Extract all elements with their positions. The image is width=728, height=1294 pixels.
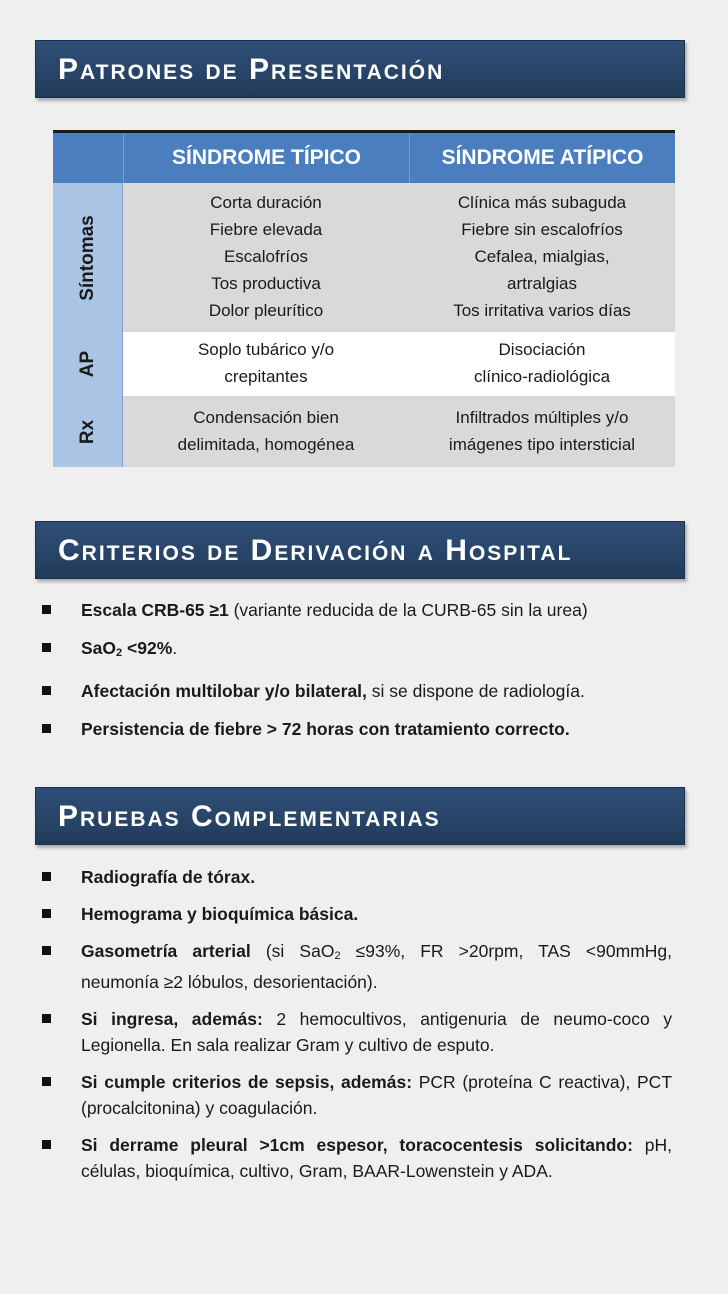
table-header-corner	[53, 133, 123, 183]
list-item: Radiografía de tórax.	[40, 864, 672, 890]
list-item: Escala CRB-65 ≥1 (variante reducida de la CURB-65 sin la urea)	[40, 597, 672, 623]
section-title-criterios: Criterios de Derivación a Hospital	[35, 521, 685, 579]
row-label-ap: AP	[53, 332, 123, 396]
pruebas-list	[40, 864, 672, 1195]
list-item: Afectación multilobar y/o bilateral, si se dispone de radiología.	[40, 678, 672, 704]
section-title-patrones: Patrones de Presentación	[35, 40, 685, 98]
cell-rx-atipico: Infiltrados múltiples y/o imágenes tipo intersticial	[409, 396, 675, 467]
cell-sintomas-atipico: Clínica más subaguda Fiebre sin escalofríos Cefalea, mialgias, artralgias Tos irritativa varios días	[409, 183, 675, 332]
list-item: Persistencia de fiebre > 72 horas con tratamiento correcto.	[40, 716, 672, 742]
square-bullet-icon	[42, 1077, 51, 1086]
list-item: Gasometría arterial (si SaO$_2$ ≤93%, FR >20rpm, TAS <90mmHg, neumonía ≥2 lóbulos, desorientación).	[40, 938, 672, 995]
cell-sintomas-tipico: Corta duración Fiebre elevada Escalofríos Tos productiva Dolor pleurítico	[123, 183, 409, 332]
patrones-table	[53, 130, 675, 467]
square-bullet-icon	[42, 872, 51, 881]
list-item: SaO$_2$ <92%.	[40, 635, 672, 666]
square-bullet-icon	[42, 946, 51, 955]
square-bullet-icon	[42, 724, 51, 733]
square-bullet-icon	[42, 643, 51, 652]
table-header-row	[53, 133, 675, 183]
square-bullet-icon	[42, 909, 51, 918]
list-item: Si cumple criterios de sepsis, además: PCR (proteína C reactiva), PCT (procalcitonina) y coagulación.	[40, 1069, 672, 1121]
row-label-sintomas: Síntomas	[53, 183, 123, 332]
criterios-list	[40, 597, 672, 754]
square-bullet-icon	[42, 605, 51, 614]
square-bullet-icon	[42, 1014, 51, 1023]
square-bullet-icon	[42, 1140, 51, 1149]
header-sindrome-tipico: SÍNDROME TÍPICO	[123, 133, 409, 183]
cell-ap-atipico: Disociación clínico-radiológica	[409, 332, 675, 396]
list-item: Hemograma y bioquímica básica.	[40, 901, 672, 927]
table-row-rx	[53, 396, 675, 467]
list-item: Si derrame pleural >1cm espesor, toracocentesis solicitando: pH, células, bioquímica, cultivo, Gram, BAAR-Lowenstein y ADA.	[40, 1132, 672, 1184]
cell-rx-tipico: Condensación bien delimitada, homogénea	[123, 396, 409, 467]
table-row-sintomas	[53, 183, 675, 332]
section-title-pruebas: Pruebas Complementarias	[35, 787, 685, 845]
list-item: Si ingresa, además: 2 hemocultivos, antigenuria de neumo-coco y Legionella. En sala realizar Gram y cultivo de esputo.	[40, 1006, 672, 1058]
table-row-ap	[53, 332, 675, 396]
row-label-rx: Rx	[53, 396, 123, 467]
cell-ap-tipico: Soplo tubárico y/o crepitantes	[123, 332, 409, 396]
square-bullet-icon	[42, 686, 51, 695]
header-sindrome-atipico: SÍNDROME ATÍPICO	[409, 133, 675, 183]
